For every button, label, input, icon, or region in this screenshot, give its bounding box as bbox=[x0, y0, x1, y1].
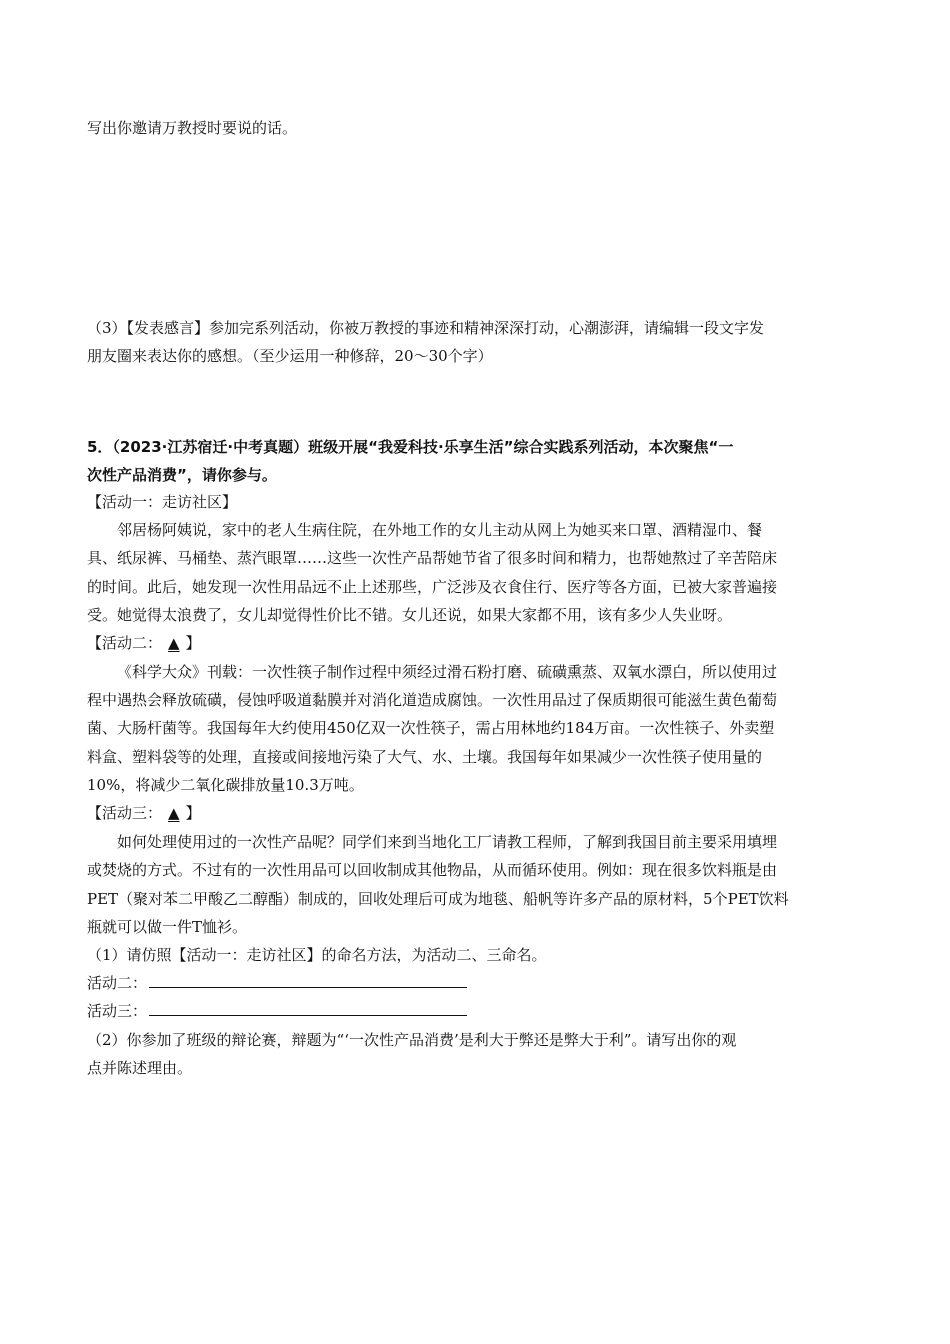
sub-question-2-line-2: 点并陈述理由。 bbox=[87, 1059, 193, 1077]
question-part-3-line-1: （3）【发表感言】参加完系列活动，你被万教授的事迹和精神深深打动，心潮澎湃，请编辑一段文字发 bbox=[87, 319, 765, 337]
answer-blank[interactable] bbox=[149, 973, 467, 988]
activity-1-text-line: 具、纸尿裤、马桶垫、蒸汽眼罩……这些一次性产品帮她节省了很多时间和精力，也帮她熬过了辛苦陪床 bbox=[87, 549, 778, 567]
question-5-title-line-2: 次性产品消费”，请你参与。 bbox=[87, 466, 277, 484]
answer-line-activity-3 bbox=[87, 1001, 867, 1021]
activity-2-heading-suffix: 】 bbox=[185, 634, 201, 652]
answer-label: 活动二： bbox=[87, 974, 148, 992]
activity-3-text-line: 如何处理使用过的一次性产品呢？同学们来到当地化工厂请教工程师，了解到我国目前主要采用填埋 bbox=[117, 833, 778, 851]
sub-question-1: （1）请仿照【活动一：走访社区】的命名方法，为活动二、三命名。 bbox=[87, 946, 547, 964]
question-5-title-line-1: 5．（2023·江苏宿迁·中考真题）班级开展“我爱科技·乐享生活”综合实践系列活动，本次聚焦“一 bbox=[87, 438, 734, 456]
activity-3-heading bbox=[87, 803, 867, 823]
activity-2-text-line: 《科学大众》刊载：一次性筷子制作过程中须经过滑石粉打磨、硫磺熏蒸、双氧水漂白，所以使用过 bbox=[117, 663, 778, 681]
sub-question-2-line-1: （2）你参加了班级的辩论赛，辩题为“‘一次性产品消费’是利大于弊还是弊大于利”。请写出你的观 bbox=[87, 1031, 737, 1049]
answer-blank[interactable] bbox=[149, 1001, 467, 1016]
activity-2-text-line: 料盒、塑料袋等的处理，直接或间接地污染了大气、水、土壤。我国每年如果减少一次性筷子使用量的 bbox=[87, 748, 763, 766]
activity-3-text-line: 瓶就可以做一件T恤衫。 bbox=[87, 918, 248, 936]
activity-2-heading bbox=[87, 633, 867, 653]
question-prompt: 写出你邀请万教授时要说的话。 bbox=[87, 119, 298, 137]
question-part-3-line-2: 朋友圈来表达你的感想。（至少运用一种修辞，20～30个字） bbox=[87, 347, 493, 365]
answer-line-activity-2 bbox=[87, 973, 867, 993]
activity-3-heading-prefix: 【活动三： bbox=[87, 804, 163, 822]
activity-2-text-line: 10%，将减少二氧化碳排放量10.3万吨。 bbox=[87, 776, 364, 794]
activity-3-blank: ▲ bbox=[168, 804, 180, 822]
activity-2-text-line: 菌、大肠杆菌等。我国每年大约使用450亿双一次性筷子，需占用林地约184万亩。一次性筷子、外卖塑 bbox=[87, 719, 775, 737]
activity-1-text-line: 邻居杨阿姨说，家中的老人生病住院，在外地工作的女儿主动从网上为她买来口罩、酒精湿巾、餐 bbox=[117, 521, 763, 539]
activity-3-text-line: PET（聚对苯二甲酸乙二醇酯）制成的，回收处理后可成为地毯、船帆等许多产品的原材料，5个PET饮料 bbox=[87, 890, 789, 908]
activity-2-heading-prefix: 【活动二： bbox=[87, 634, 163, 652]
activity-1-text-line: 的时间。此后，她发现一次性用品远不止上述那些，广泛涉及衣食住行、医疗等各方面，已被大家普遍接 bbox=[87, 578, 778, 596]
activity-2-blank: ▲ bbox=[168, 634, 180, 652]
activity-1-heading: 【活动一：走访社区】 bbox=[87, 493, 238, 511]
activity-1-text-line: 受。她觉得太浪费了，女儿却觉得性价比不错。女儿还说，如果大家都不用，该有多少人失业呀。 bbox=[87, 606, 733, 624]
activity-3-heading-suffix: 】 bbox=[185, 804, 201, 822]
activity-2-text-line: 程中遇热会释放硫磺，侵蚀呼吸道黏膜并对消化道造成腐蚀。一次性用品过了保质期很可能滋生黄色葡萄 bbox=[87, 691, 778, 709]
answer-label: 活动三： bbox=[87, 1002, 148, 1020]
activity-3-text-line: 或焚烧的方式。不过有的一次性用品可以回收制成其他物品，从而循环使用。例如：现在很多饮料瓶是由 bbox=[87, 861, 778, 879]
